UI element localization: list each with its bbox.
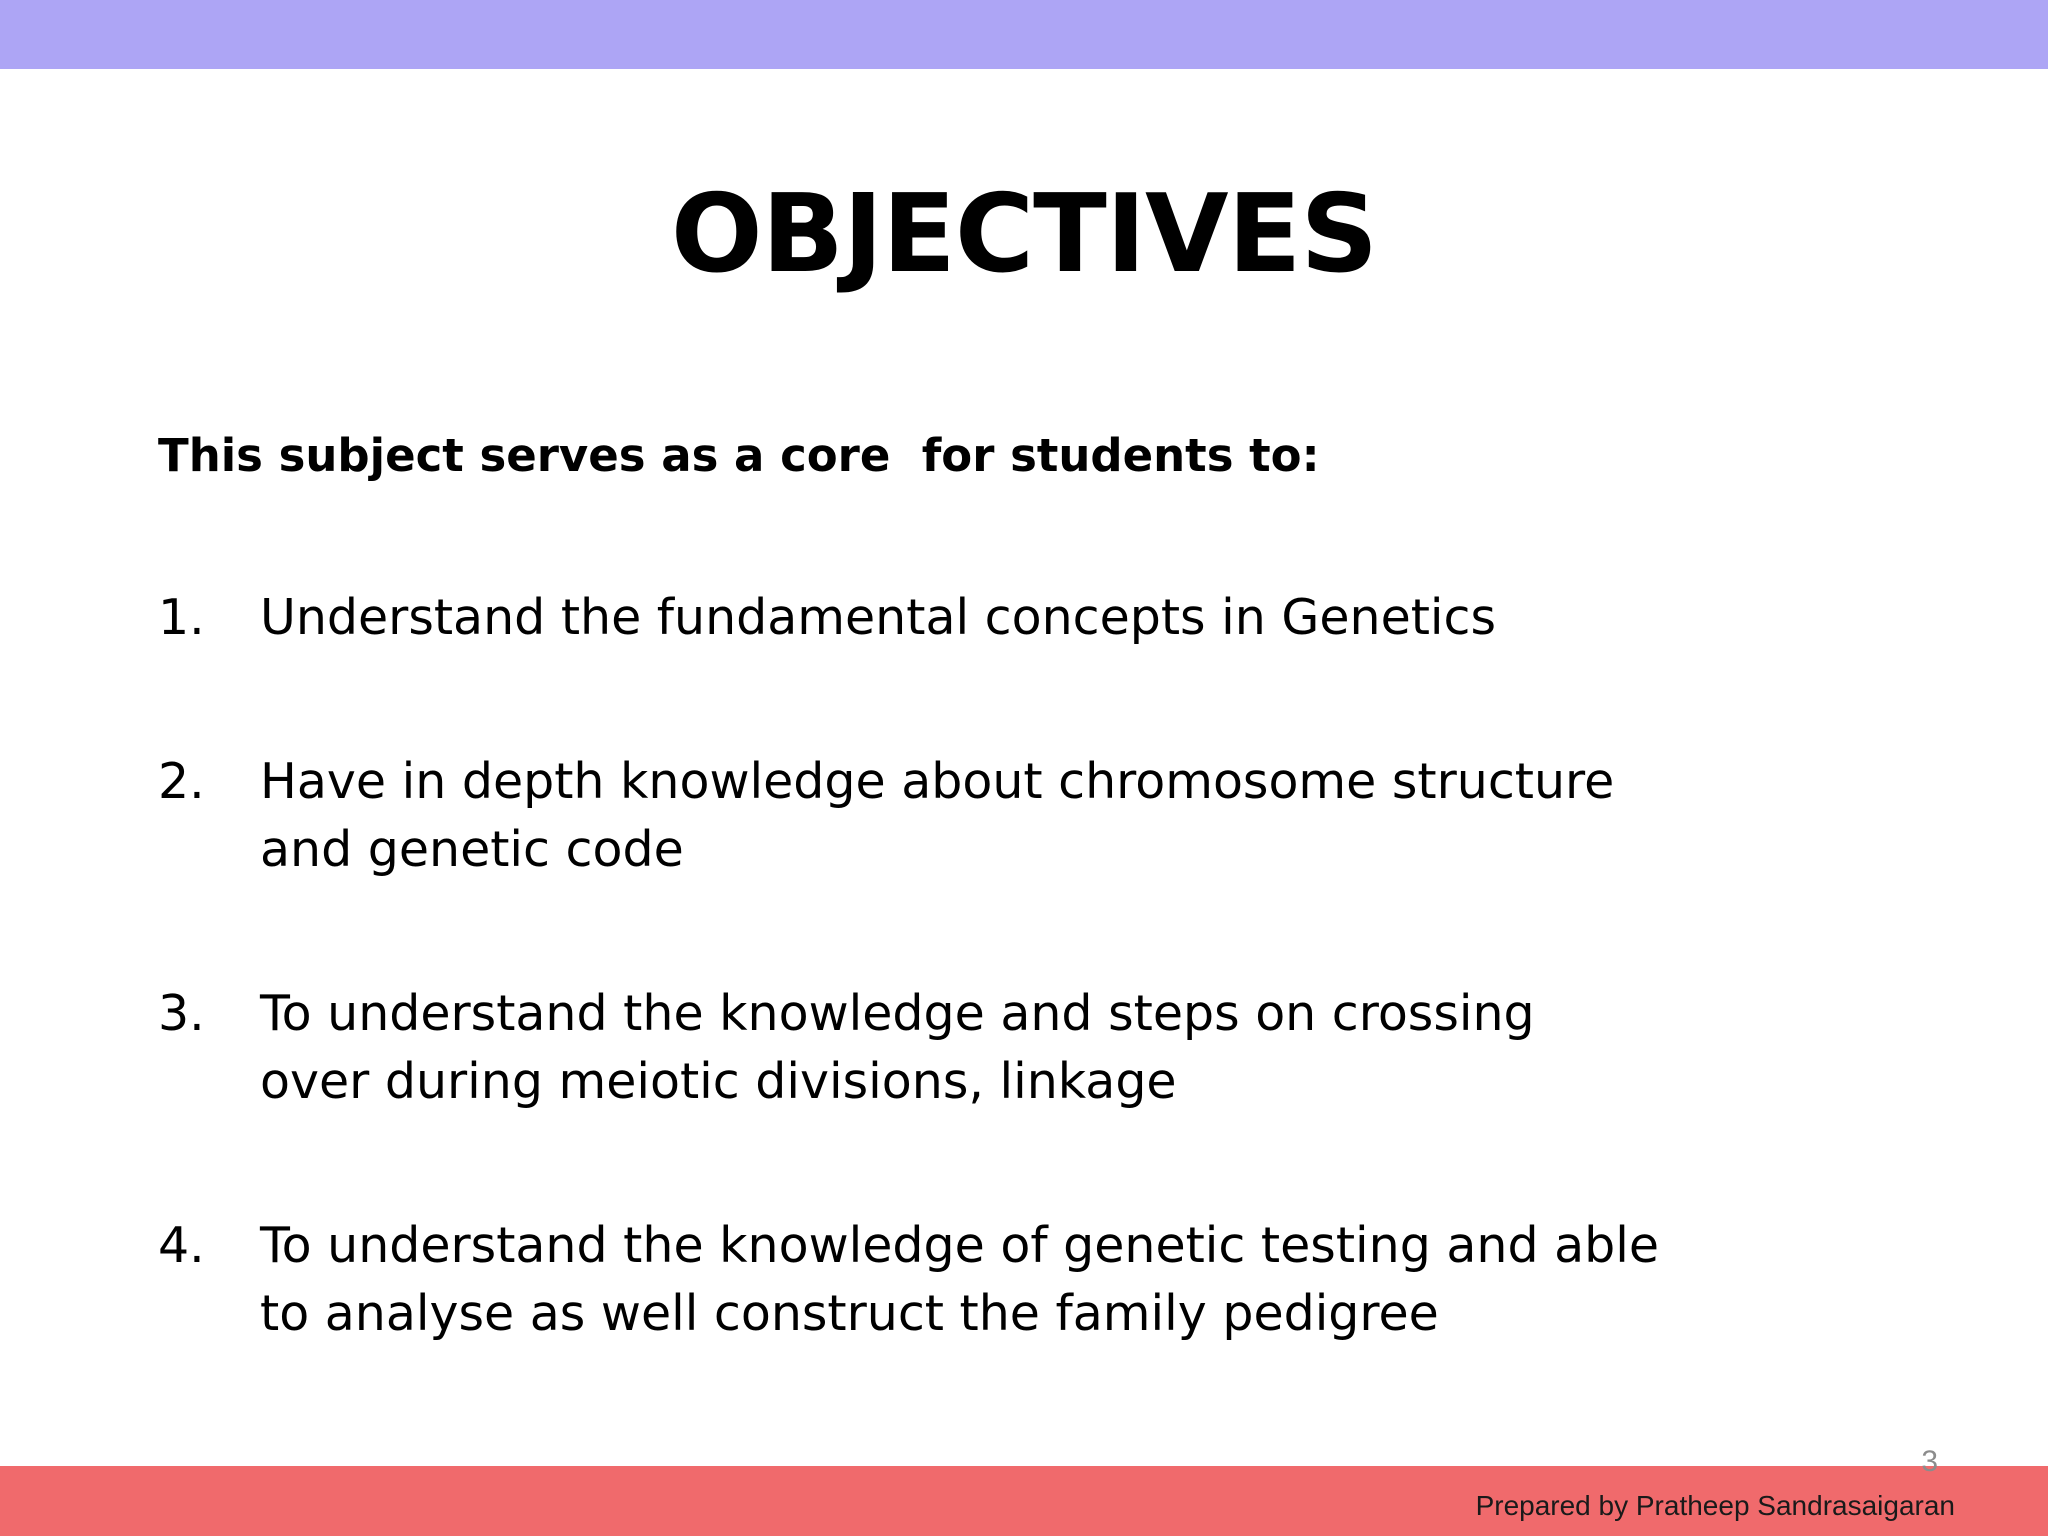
page-number: 3 bbox=[1921, 1445, 1938, 1478]
objective-item bbox=[158, 1212, 1660, 1348]
objective-item bbox=[158, 584, 1600, 652]
objective-number: 1. bbox=[158, 589, 205, 646]
objective-item bbox=[158, 748, 1700, 884]
top-accent-bar bbox=[0, 0, 2048, 69]
objective-number: 3. bbox=[158, 985, 205, 1042]
objective-number: 4. bbox=[158, 1217, 205, 1274]
objective-text: To understand the knowledge of genetic testing and able to analyse as well construct the family pedigree bbox=[260, 1217, 1660, 1342]
objectives-list bbox=[158, 584, 1658, 1444]
objective-number: 2. bbox=[158, 753, 205, 810]
slide-title: OBJECTIVES bbox=[670, 172, 1378, 297]
objective-item bbox=[158, 980, 1620, 1116]
slide-intro: This subject serves as a core for students to: bbox=[158, 429, 1320, 482]
footer-credit: Prepared by Pratheep Sandrasaigaran bbox=[1475, 1490, 1955, 1521]
objective-text: To understand the knowledge and steps on crossing over during meiotic divisions, linkage bbox=[260, 985, 1535, 1110]
objective-text: Understand the fundamental concepts in Genetics bbox=[260, 589, 1497, 646]
objective-text: Have in depth knowledge about chromosome structure and genetic code bbox=[260, 753, 1615, 878]
